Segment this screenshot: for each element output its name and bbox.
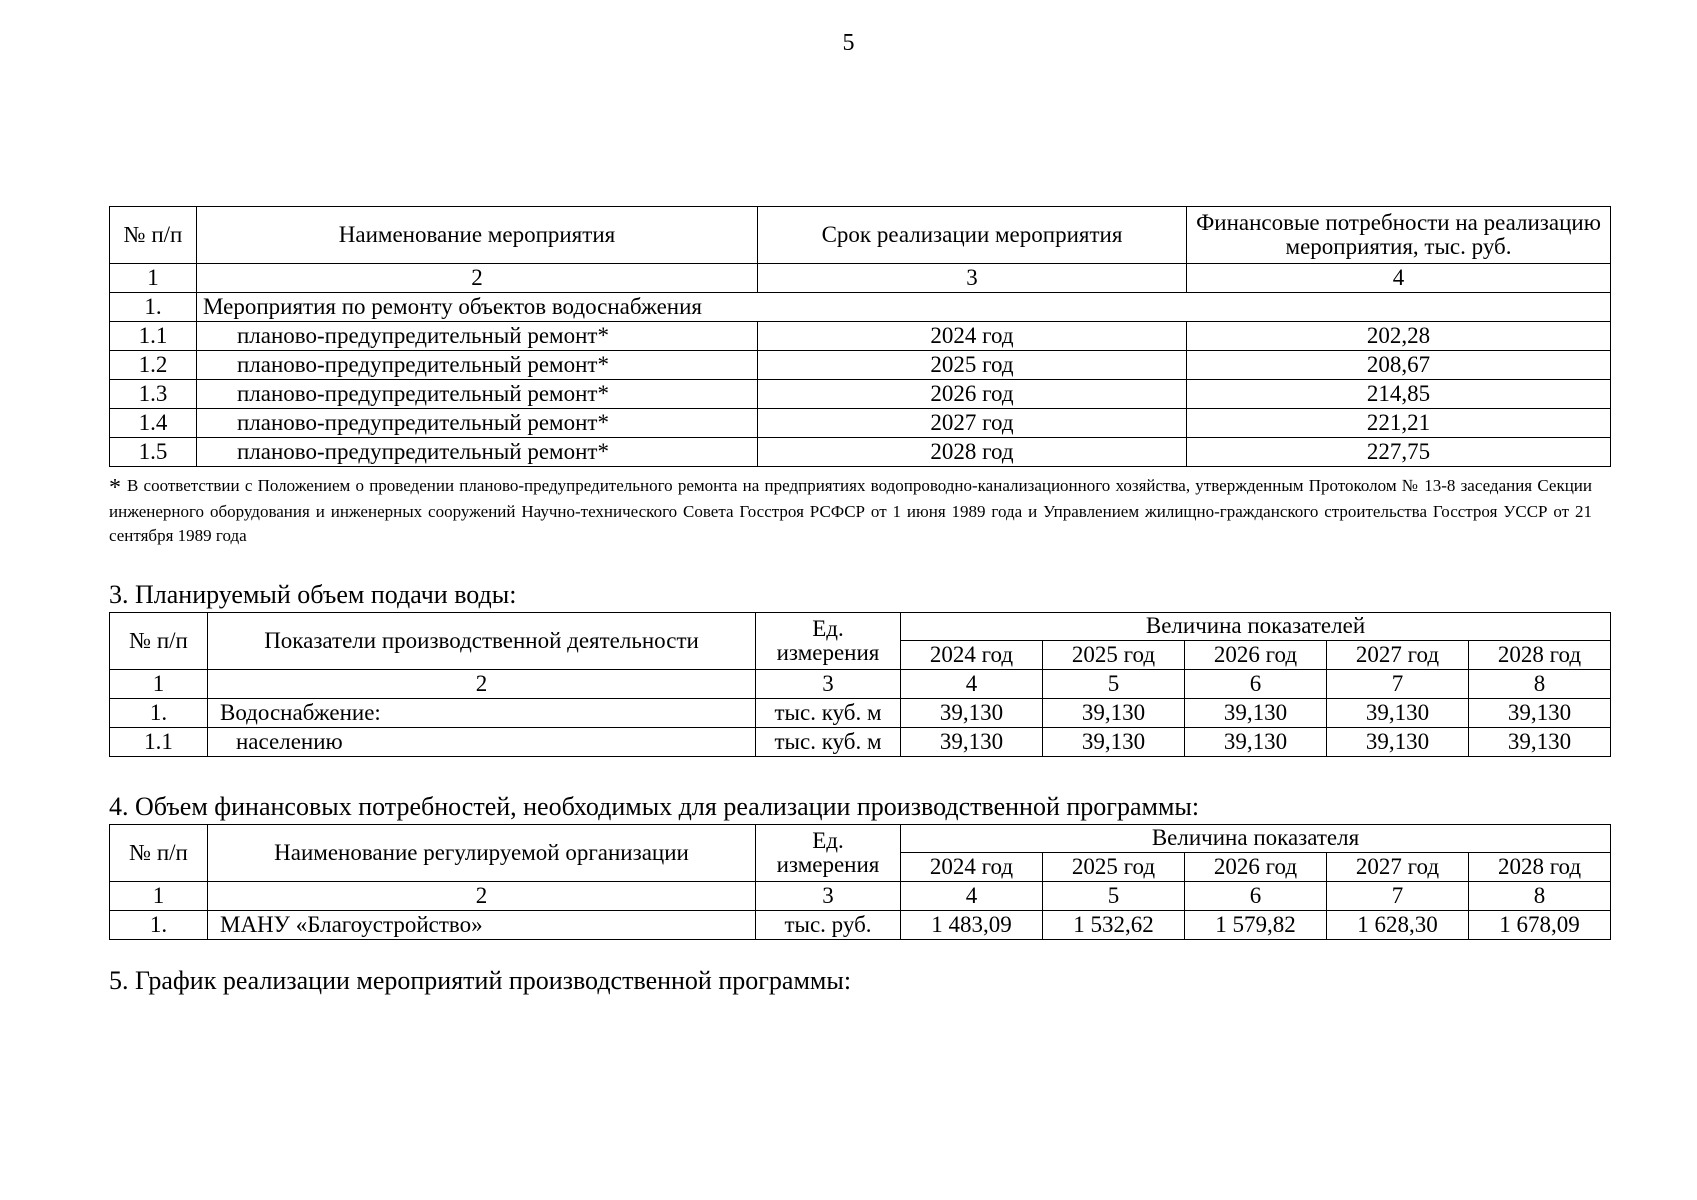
page-number: 5 [842,30,855,56]
row-value: 1 628,30 [1327,911,1469,940]
col-number: 2 [208,882,756,911]
repair-measures-table [109,206,1611,467]
row-unit: тыс. руб. [756,911,901,940]
header-measure-name: Наименование мероприятия [197,207,758,264]
header-indicator-name: Показатели производственной деятельности [208,613,756,670]
row-value: 39,130 [901,728,1043,757]
header-year: 2026 год [1185,853,1327,882]
header-year: 2027 год [1327,853,1469,882]
row-num: 1. [110,293,197,322]
row-value: 39,130 [1185,699,1327,728]
column-numbers-row [110,882,1611,911]
row-value: 1 678,09 [1469,911,1611,940]
row-term: 2027 год [758,409,1187,438]
row-amount: 227,75 [1187,438,1611,467]
col-number: 6 [1185,882,1327,911]
col-number: 1 [110,882,208,911]
row-num: 1.5 [110,438,197,467]
header-year: 2027 год [1327,641,1469,670]
header-financial-needs: Финансовые потребности на реализацию мероприятия, тыс. руб. [1187,207,1611,264]
col-number: 5 [1043,670,1185,699]
col-number: 1 [110,670,208,699]
financial-needs-table [109,824,1611,940]
header-num: № п/п [110,825,208,882]
row-term: 2026 год [758,380,1187,409]
table-header-row [110,207,1611,264]
row-unit: тыс. куб. м [756,699,901,728]
col-number: 3 [756,670,901,699]
row-name: планово-предупредительный ремонт* [197,322,758,351]
header-unit: Ед. измерения [756,825,901,882]
header-unit: Ед. измерения [756,613,901,670]
row-value: 39,130 [1043,699,1185,728]
row-num: 1.3 [110,380,197,409]
row-value: 39,130 [901,699,1043,728]
table-row [110,322,1611,351]
row-value: 39,130 [1469,728,1611,757]
row-term: 2025 год [758,351,1187,380]
col-number: 4 [1187,264,1611,293]
col-number: 1 [110,264,197,293]
header-num: № п/п [110,207,197,264]
table-row [110,699,1611,728]
group-row [110,293,1611,322]
col-number: 2 [197,264,758,293]
table-row [110,409,1611,438]
group-name: Мероприятия по ремонту объектов водоснабжения [197,293,1611,322]
col-number: 2 [208,670,756,699]
row-amount: 221,21 [1187,409,1611,438]
section-4-heading: 4. Объем финансовых потребностей, необходимых для реализации производственной программы: [109,792,1200,821]
row-value: 39,130 [1469,699,1611,728]
row-num: 1. [110,699,208,728]
row-name: населению [208,728,756,757]
row-term: 2028 год [758,438,1187,467]
row-value: 1 532,62 [1043,911,1185,940]
row-num: 1.1 [110,322,197,351]
table-row [110,351,1611,380]
row-value: 1 483,09 [901,911,1043,940]
col-number: 6 [1185,670,1327,699]
column-numbers-row [110,670,1611,699]
row-name: планово-предупредительный ремонт* [197,438,758,467]
column-numbers-row [110,264,1611,293]
row-name: планово-предупредительный ремонт* [197,351,758,380]
row-value: 1 579,82 [1185,911,1327,940]
header-year: 2028 год [1469,853,1611,882]
header-year: 2028 год [1469,641,1611,670]
header-year: 2026 год [1185,641,1327,670]
col-number: 3 [758,264,1187,293]
table-header-row [110,613,1611,641]
row-num: 1.2 [110,351,197,380]
table-row [110,728,1611,757]
col-number: 4 [901,882,1043,911]
col-number: 3 [756,882,901,911]
row-amount: 202,28 [1187,322,1611,351]
table-header-row [110,825,1611,853]
header-term: Срок реализации мероприятия [758,207,1187,264]
header-organization-name: Наименование регулируемой организации [208,825,756,882]
header-year: 2025 год [1043,853,1185,882]
header-year: 2024 год [901,853,1043,882]
col-number: 8 [1469,670,1611,699]
water-supply-volume-table [109,612,1611,757]
row-value: 39,130 [1327,728,1469,757]
footnote-star: * [109,475,121,501]
row-amount: 208,67 [1187,351,1611,380]
header-values-group: Величина показателя [901,825,1611,853]
col-number: 4 [901,670,1043,699]
header-num: № п/п [110,613,208,670]
section-3-heading: 3. Планируемый объем подачи воды: [109,580,517,609]
footnote-text: В соответствии с Положением о проведении планово-предупредительного ремонта на предприятиях водопроводно-канализационного хозяйства, утвержденным Протоколом № 13-8 заседания Секции инженерного оборудования и инженерных сооружений Научно-технического Совета Госстроя РСФСР от 1 июня 1989 года и Управлением жилищно-гражданского строительства Госстроя УССР от 21 сентября 1989 года [109,476,1592,545]
col-number: 7 [1327,670,1469,699]
row-value: 39,130 [1327,699,1469,728]
row-value: 39,130 [1043,728,1185,757]
row-name: планово-предупредительный ремонт* [197,409,758,438]
row-unit: тыс. куб. м [756,728,901,757]
section-5-heading: 5. График реализации мероприятий производственной программы: [109,966,852,995]
footnote [109,474,1592,548]
row-amount: 214,85 [1187,380,1611,409]
row-value: 39,130 [1185,728,1327,757]
col-number: 8 [1469,882,1611,911]
row-num: 1.4 [110,409,197,438]
row-num: 1. [110,911,208,940]
table-row [110,380,1611,409]
header-year: 2024 год [901,641,1043,670]
table-row [110,438,1611,467]
row-term: 2024 год [758,322,1187,351]
table-row [110,911,1611,940]
header-values-group: Величина показателей [901,613,1611,641]
row-name: МАНУ «Благоустройство» [208,911,756,940]
col-number: 7 [1327,882,1469,911]
row-name: Водоснабжение: [208,699,756,728]
row-name: планово-предупредительный ремонт* [197,380,758,409]
col-number: 5 [1043,882,1185,911]
header-year: 2025 год [1043,641,1185,670]
row-num: 1.1 [110,728,208,757]
